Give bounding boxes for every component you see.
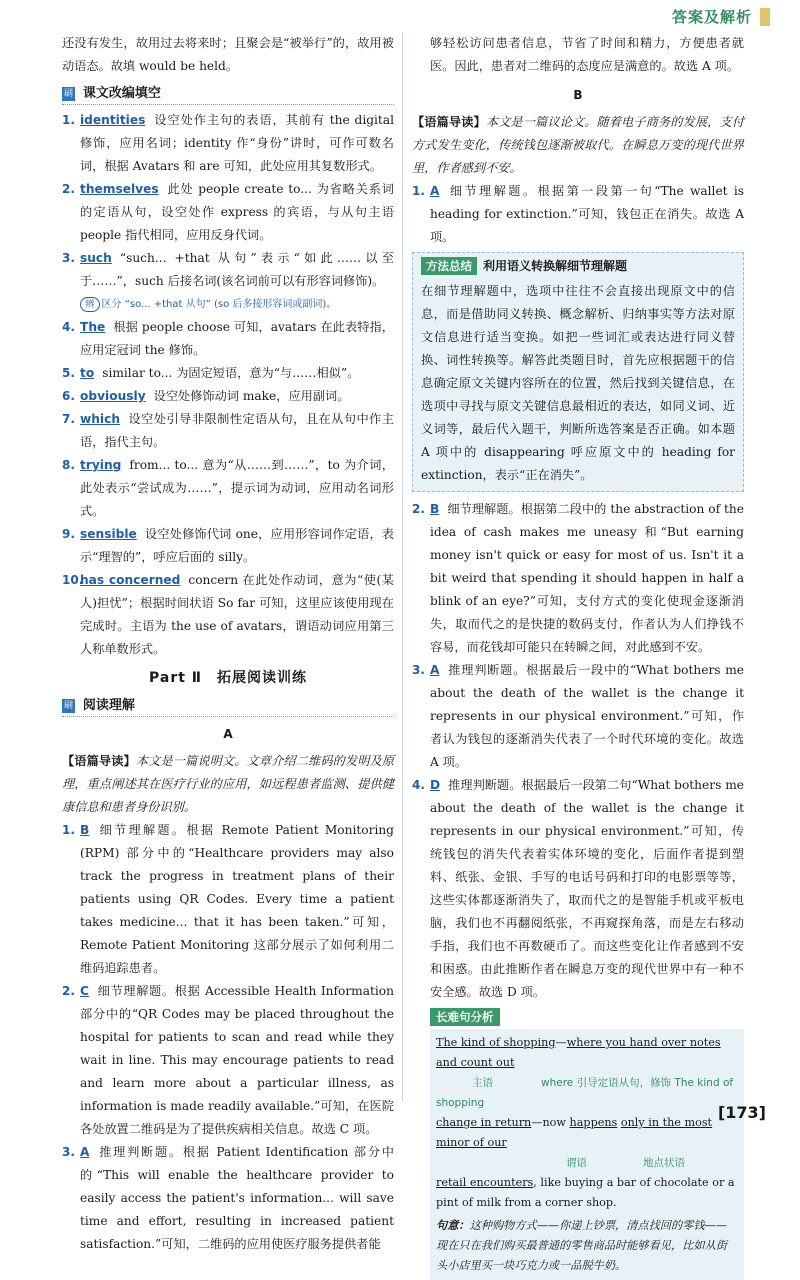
answer-letter: C xyxy=(80,984,89,998)
guide-text: 本文是一篇议论文。随着电子商务的发展，支付方式发生变化，传统钱包逐渐被取代。在瞬息万变的现代世界里，作者感到不安。 xyxy=(412,115,745,175)
section-title: 课文改编填空 xyxy=(82,86,161,101)
intro-paragraph: 还没有发生，故用过去将来时；且聚会是“被举行”的，故用被动语态。故填 would be held。 xyxy=(62,36,394,73)
answer-word: obviously xyxy=(80,389,146,403)
answer-item-10 xyxy=(62,569,394,661)
item-number: 7. xyxy=(62,412,75,426)
left-column xyxy=(62,32,394,1256)
method-badge: 方法总结 xyxy=(421,257,477,275)
section-header-cloze xyxy=(62,82,394,105)
passage-letter-b: B xyxy=(573,88,583,102)
explanation: concern 在此处作动词，意为“使(某人)担忧”；根据时间状语 So far 可知，这里应该使用现在完成时。主语为 the use of avatars，谓语动词应用第三人称单数形式。 xyxy=(80,573,394,656)
analysis-tags-2 xyxy=(436,1153,738,1173)
long-sentence-badge: 长难句分析 xyxy=(430,1008,500,1026)
reading-b-item-4 xyxy=(412,774,744,1004)
explanation: 细节理解题。根据 Remote Patient Monitoring (RPM) 部分中的“Healthcare providers may also track the progress in treatment plans of their patients using QR Codes. Every time a patient takes medicine... that it has been taken.”可知，Remote Patient Monitoring 这部分展示了如何利用二维码追踪患者。 xyxy=(80,823,394,975)
method-title: 利用语义转换解细节理解题 xyxy=(483,259,628,273)
guide-text: 本文是一篇说明文。文章介绍二维码的发明及原理，重点阐述其在医疗行业的应用，如远程患者监测、提供健康信息和患者身份识别。 xyxy=(62,754,395,814)
item-number: 4. xyxy=(412,778,425,792)
passage-letter-a: A xyxy=(223,727,233,741)
item-number: 3. xyxy=(62,1145,75,1159)
answer-item-8 xyxy=(62,454,394,523)
answer-word: The xyxy=(80,320,106,334)
explanation: 推理判断题。根据最后一段第二句“What bothers me about the death of the wallet is the change it represents in our physical environment.”可知，传统钱包的消失代表着实体环境的变化，后面作者提到塑料、纸张、金银、手写的电话号码和打印的电影票等等，这些实体都逐渐消失了，取而代之的是智能手机或平板电脑，我们也不再翻阅纸张，不再窥探角落，而是左右移动手指，我们也不再数硬币了。而这些变化让作者感到不安和困惑。由此推断作者在瞬息万变的现代世界中有一种不安全感。故选 D 项。 xyxy=(430,778,744,999)
explanation: 推理判断题。根据最后一段中的“What bothers me about the death of the wallet is the change it represents in our physical environment.”可知，作者认为钱包的逐渐消失代表了一个时代环境的变化。故选 A 项。 xyxy=(430,663,744,769)
analysis-line-3 xyxy=(436,1173,738,1213)
clause-note: where 引导定语从句，修饰 The kind of shopping xyxy=(436,1077,734,1109)
place-phrase: only in the most minor of our xyxy=(436,1116,713,1149)
place-tag: 地点状语 xyxy=(643,1157,685,1169)
header-stripe xyxy=(760,8,770,26)
phrase: —now xyxy=(531,1116,566,1129)
answer-word: which xyxy=(80,412,121,426)
item-number: 5. xyxy=(62,366,75,380)
answer-word: identities xyxy=(80,113,146,127)
sentence-analysis-box xyxy=(430,1029,744,1280)
analysis-line-2 xyxy=(436,1113,738,1153)
part-title: Part Ⅱ 拓展阅读训练 xyxy=(148,670,308,686)
section-title: 阅读理解 xyxy=(82,698,135,713)
subject-tag: 主语 xyxy=(472,1077,493,1089)
explanation: similar to... 为固定短语，意为“与……相似”。 xyxy=(102,366,360,380)
explanation: 细节理解题。根据第一段第一句“The wallet is heading for extinction.”可知，钱包正在消失。故选 A 项。 xyxy=(430,184,744,244)
passage-guide xyxy=(62,750,394,819)
brush-icon: 刷 xyxy=(63,700,73,711)
answer-item-3 xyxy=(62,247,394,293)
phrase: change in return xyxy=(436,1116,532,1129)
translation-label: 句意： xyxy=(436,1218,470,1232)
page-number: [173] xyxy=(717,1103,766,1122)
tip-note xyxy=(62,293,394,316)
header-title: 答案及解析 xyxy=(671,8,752,26)
answer-item-5 xyxy=(62,362,394,385)
column-divider xyxy=(402,32,403,1102)
answer-word: to xyxy=(80,366,95,380)
subject-phrase: The kind of shopping xyxy=(436,1036,556,1049)
predicate-word: happens xyxy=(569,1116,618,1129)
reading-item-1 xyxy=(62,819,394,980)
answer-word: such xyxy=(80,251,112,265)
reading-item-3 xyxy=(62,1141,394,1256)
phrase: , like buying a bar of chocolate or a pint of milk from a corner shop. xyxy=(436,1176,735,1209)
phrase: retail encounters xyxy=(436,1176,534,1189)
tip-text: 区分 “so... +that 从句” (so 后多接形容词或副词)。 xyxy=(101,299,337,310)
clause-phrase: where you hand over notes and count out xyxy=(436,1036,721,1069)
passage-guide xyxy=(412,111,744,180)
method-text: 在细节理解题中，选项中往往不会直接出现原文中的信息，而是借助同义转换、概念解析、归纳事实等方法对原文信息进行适当变换。如把一些词汇或表达进行同义替换、词性转换等。解答此类题目时，首先应根据题干的信息确定原文关键内容所在的位置，然后找到关键信息，在选项中寻找与原文关键信息最相近的表达，如同义词、近义词等，最后代入题干，判断所选答案是否正确。如本题 A 项中的 disappearing 呼应原文中的 heading for extinction，表示“正在消失”。 xyxy=(421,284,735,482)
item-number: 1. xyxy=(62,823,75,837)
item-number: 3. xyxy=(62,251,75,265)
explanation: 推理判断题。根据 Patient Identification 部分中的“This will enable the healthcare provider to easily access the patient's information... will save time and effort, resulting in increased patient satisfaction.”可知，二维码的应用使医疗服务提供者能 xyxy=(80,1145,394,1251)
item-number: 3. xyxy=(412,663,425,677)
item-number: 2. xyxy=(62,984,75,998)
item-number: 6. xyxy=(62,389,75,403)
continued-paragraph: 够轻松访问患者信息，节省了时间和精力，方便患者就医。因此，患者对二维码的态度应是满意的。故选 A 项。 xyxy=(430,36,744,73)
item-number: 1. xyxy=(412,184,425,198)
explanation: from... to... 意为“从……到……”，to 为介词，此处表示“尝试成为……”，提示词为动词，应用动名词形式。 xyxy=(80,458,394,518)
answer-letter: A xyxy=(430,663,440,677)
answer-letter: B xyxy=(430,502,440,516)
answer-letter: A xyxy=(430,184,440,198)
explanation: 此处 people create to... 为省略关系词的定语从句，设空处作 express 的宾语，与从句主语 people 指代相同，应用反身代词。 xyxy=(80,182,394,242)
explanation: 细节理解题。根据 Accessible Health Information 部分中的“QR Codes may be placed throughout the hospital for patients to scan and read while they wait in line. This may encourage patients to read and learn more about a particular illness, as information is made readily available.”可知，在医院各处放置二维码是为了提供疾病相关信息。故选 C 项。 xyxy=(80,984,394,1136)
item-number: 2. xyxy=(412,502,425,516)
answer-word: sensible xyxy=(80,527,137,541)
answer-item-1 xyxy=(62,109,394,178)
item-number: 8. xyxy=(62,458,75,472)
answer-letter: B xyxy=(80,823,90,837)
explanation: 设空处修饰动词 make，应用副词。 xyxy=(153,389,350,403)
item-number: 4. xyxy=(62,320,75,334)
item-number: 2. xyxy=(62,182,75,196)
answer-item-4 xyxy=(62,316,394,362)
right-column xyxy=(412,32,744,1280)
answer-letter: A xyxy=(80,1145,90,1159)
analysis-tags-1 xyxy=(436,1073,738,1113)
item-number: 1. xyxy=(62,113,75,127)
guide-label: 【语篇导读】 xyxy=(412,115,486,129)
explanation: 设空处修饰代词 one，应用形容词作定语，表示“理智的”，呼应后面的 silly。 xyxy=(80,527,394,564)
section-header-reading xyxy=(62,694,394,717)
reading-b-item-1 xyxy=(412,180,744,249)
reading-item-2 xyxy=(62,980,394,1141)
answer-word: themselves xyxy=(80,182,159,196)
tip-badge: 辨 xyxy=(80,297,100,312)
dash: — xyxy=(555,1036,567,1049)
translation xyxy=(436,1215,738,1276)
item-number: 10. xyxy=(62,573,84,587)
answer-word: has concerned xyxy=(80,573,181,587)
guide-label: 【语篇导读】 xyxy=(62,754,136,768)
explanation: “such... +that 从句”表示“如此……以至于……”，such 后接名词(该名词前可以有形容词修饰)。 xyxy=(80,251,394,288)
answer-letter: D xyxy=(430,778,441,792)
explanation: 根据 people choose 可知，avatars 在此表特指，应用定冠词 the 修饰。 xyxy=(80,320,394,357)
reading-b-item-3 xyxy=(412,659,744,774)
explanation: 设空处作主句的表语，其前有 the digital 修饰，应用名词；identity 作“身份”讲时，可作可数名词，根据 Avatars 和 are 可知，此处应用其复数形式。 xyxy=(80,113,394,173)
explanation: 设空处引导非限制性定语从句，且在从句中作主语，指代主句。 xyxy=(80,412,394,449)
predicate-tag: 谓语 xyxy=(566,1157,587,1169)
explanation: 细节理解题。根据第二段中的 the abstraction of the idea of cash makes me uneasy 和“But earning money isn't quick or easy for most of us. Isn't it a bit weird that spending it should happen in half a blink of an eye?”可知，支付方式的变化使现金逐渐消失，取而代之的是快捷的数码支付，作者认为人们挣钱不容易，而花钱却可能只在转瞬之间，对此感到不安。 xyxy=(430,502,744,654)
item-number: 9. xyxy=(62,527,75,541)
answer-item-7 xyxy=(62,408,394,454)
answer-item-9 xyxy=(62,523,394,569)
method-summary-box xyxy=(412,252,744,492)
reading-b-item-2 xyxy=(412,498,744,659)
answer-item-6 xyxy=(62,385,394,408)
answer-item-2 xyxy=(62,178,394,247)
answer-word: trying xyxy=(80,458,122,472)
brush-icon: 刷 xyxy=(63,88,73,99)
method-header xyxy=(421,255,735,278)
analysis-line-1 xyxy=(436,1033,738,1073)
translation-text: 这种购物方式——你递上钞票，清点找回的零钱——现在只在我们购买最普通的零售商品时能够看见，比如从街头小店里买一块巧克力或一品脱牛奶。 xyxy=(436,1219,727,1272)
